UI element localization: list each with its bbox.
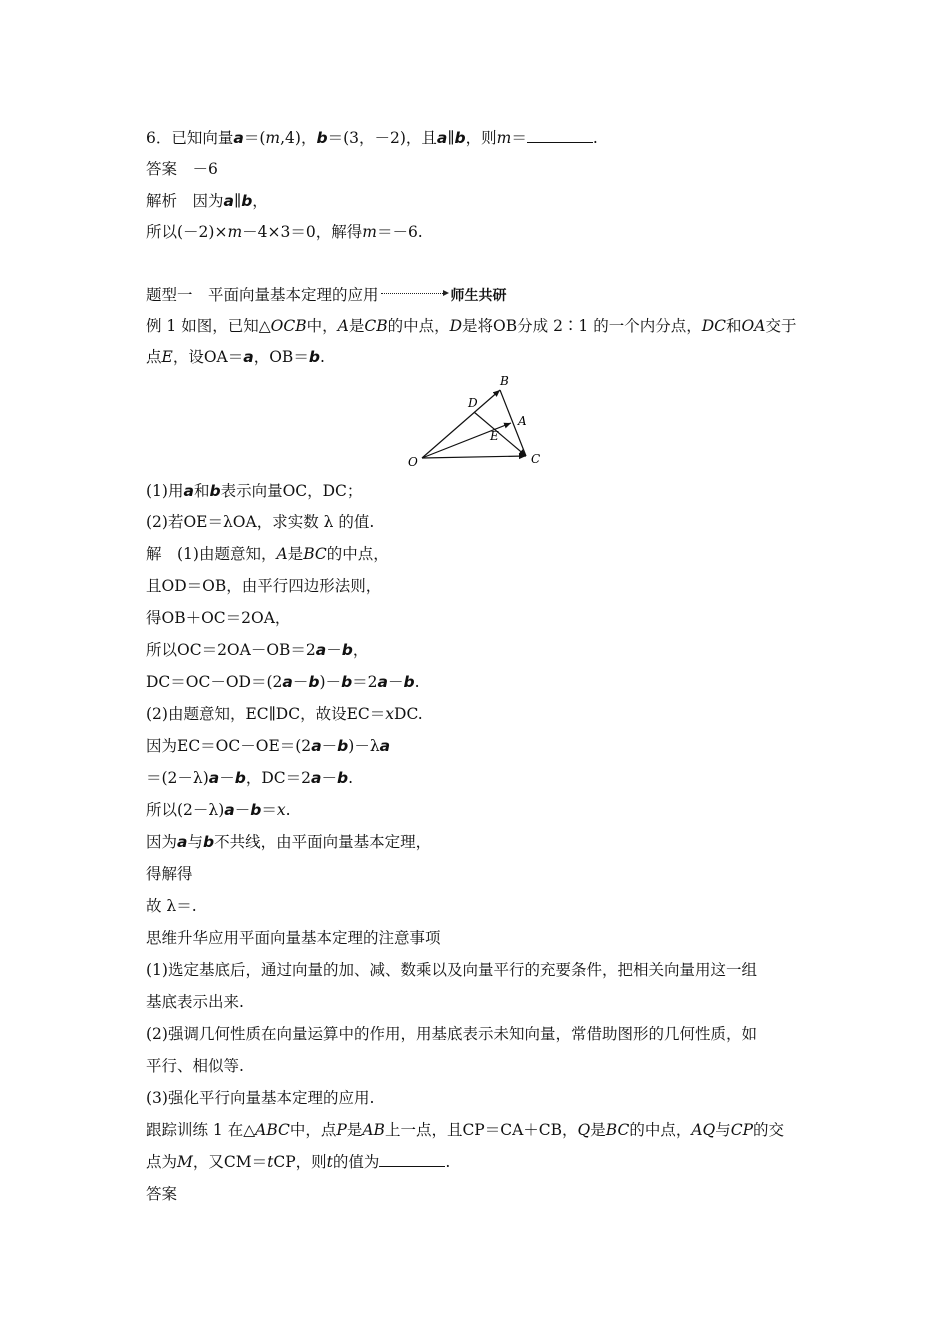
text: 得解得 [146, 865, 193, 883]
vector-b: b [308, 673, 320, 691]
var: AB [362, 1121, 385, 1139]
text: 的中点， [326, 545, 389, 563]
label-c: C [531, 452, 541, 466]
vector-b: b [241, 192, 253, 210]
text: DC＝OC－OD＝(2 [146, 673, 283, 691]
text: . [348, 769, 354, 787]
text: ＝－6. [376, 223, 423, 241]
label-a: A [518, 414, 527, 428]
text: ，则 [465, 129, 497, 147]
text: DC. [394, 705, 423, 723]
vector-b: b [341, 673, 353, 691]
solution-line2 [146, 576, 381, 596]
part2 [146, 512, 374, 532]
text: 解 (1)由题意知， [146, 545, 277, 563]
vector-a: a [315, 641, 327, 659]
insight-item1a [146, 960, 757, 980]
var: OA [741, 317, 766, 335]
label-d: D [468, 396, 478, 410]
dotted-arrow-line [381, 293, 443, 294]
text: ,4)， [280, 129, 317, 147]
vector-b: b [203, 833, 215, 851]
text: (1)用 [146, 482, 184, 500]
text: ，OB＝ [253, 348, 309, 366]
text: 基底表示出来. [146, 993, 244, 1011]
text: 因为 [146, 833, 178, 851]
text: ＝ [261, 801, 277, 819]
var-t: t [267, 1153, 274, 1171]
insight-item3 [146, 1088, 374, 1108]
text: ＝(2－λ) [146, 769, 209, 787]
text: 中， [306, 317, 338, 335]
analysis-label: 解析 [146, 192, 178, 210]
vector-b: b [234, 769, 246, 787]
text: 例 1 如图，已知△ [146, 317, 271, 335]
var: CP [730, 1121, 754, 1139]
vector-a: a [224, 801, 235, 819]
text: 跟踪训练 1 在△ [146, 1121, 256, 1139]
parallel-symbol: ∥ [234, 192, 242, 210]
text: － [292, 673, 309, 691]
text: 点为 [146, 1153, 178, 1171]
text: ＝2 [352, 673, 378, 691]
answer-label: 答案 [146, 160, 178, 178]
vector-a: a [223, 192, 235, 210]
var: DC [701, 317, 727, 335]
vector-b: b [341, 641, 353, 659]
text: . [592, 129, 598, 147]
text: 得OB＋OC＝2OA， [146, 609, 291, 627]
var: AQ [691, 1121, 716, 1139]
solution-line5 [146, 672, 420, 692]
var-m: m [265, 129, 281, 147]
text: 平行、相似等. [146, 1057, 244, 1075]
text: 所以OC＝2OA－OB＝2 [146, 641, 316, 659]
label-o: O [408, 455, 418, 469]
section-title: 题型一 平面向量基本定理的应用 [146, 286, 379, 304]
text: 不共线，由平面向量基本定理， [214, 833, 432, 851]
q6-stem [146, 128, 598, 148]
vector-b: b [250, 801, 262, 819]
vector-b: b [308, 348, 320, 366]
section-tag: 师生共研 [450, 288, 507, 304]
var: CB [364, 317, 388, 335]
text: ，设OA＝ [172, 348, 244, 366]
solution-line12 [146, 896, 197, 916]
text: － [234, 801, 251, 819]
text: 因为 [192, 192, 224, 210]
text: 6．已知向量 [146, 129, 234, 147]
text: 的中点， [629, 1121, 692, 1139]
tracking-line1 [146, 1120, 784, 1140]
text: . [445, 1153, 451, 1171]
label-b: B [500, 374, 509, 388]
text: 是 [590, 1121, 606, 1139]
text: 思维升华应用平面向量基本定理的注意事项 [146, 929, 441, 947]
var: A [276, 545, 288, 563]
text: ，又CM＝ [192, 1153, 268, 1171]
text: 与 [715, 1121, 731, 1139]
text: 中，点 [289, 1121, 337, 1139]
text: ＝( [243, 129, 266, 147]
vector-a: a [311, 769, 322, 787]
vector-b: b [316, 129, 328, 147]
var-m: m [496, 129, 512, 147]
text: . [414, 673, 420, 691]
answer-blank [527, 130, 593, 143]
text: . [319, 348, 325, 366]
var-m: m [227, 223, 243, 241]
text: (2)强调几何性质在向量运算中的作用，用基底表示未知向量，常借助图形的几何性质，如 [146, 1025, 757, 1043]
answer-value: －6 [192, 160, 218, 178]
text: 是 [348, 317, 365, 335]
solution-line3 [146, 608, 290, 628]
insight-item1b [146, 992, 244, 1012]
insight-title [146, 928, 441, 948]
var: BC [303, 545, 327, 563]
vector-b: b [337, 769, 349, 787]
text: 的交 [753, 1121, 785, 1139]
example1-line1 [146, 316, 796, 336]
text: － [388, 673, 404, 691]
text: ， [352, 641, 369, 659]
var: D [449, 317, 463, 335]
vector-b: b [209, 482, 221, 500]
solution-line9 [146, 800, 291, 820]
text: 点 [146, 348, 162, 366]
text: ＝(3，－2)，且 [327, 129, 437, 147]
vector-a: a [183, 482, 194, 500]
text: (1)选定基底后，通过向量的加、减、数乘以及向量平行的充要条件，把相关向量用这一组 [146, 961, 757, 979]
triangle-figure [400, 372, 560, 472]
vector-a: a [377, 673, 389, 691]
text: 因为EC＝OC－OE＝(2 [146, 737, 312, 755]
tracking-answer [146, 1184, 177, 1204]
solution-line10 [146, 832, 431, 852]
text: 且OD＝OB，由平行四边形法则， [146, 577, 382, 595]
text: 的值为 [332, 1153, 380, 1171]
section-header [146, 285, 507, 306]
part1 [146, 481, 362, 501]
text: ＝ [511, 129, 527, 147]
insight-item2b [146, 1056, 244, 1076]
var: Q [577, 1121, 591, 1139]
text: 是 [287, 545, 304, 563]
var: E [161, 348, 173, 366]
tracking-line2 [146, 1152, 450, 1172]
text: 交于 [765, 317, 797, 335]
q6-answer [146, 159, 218, 179]
solution-line6 [146, 704, 423, 724]
label-e: E [490, 429, 499, 443]
text: 和 [726, 317, 742, 335]
text: 与 [187, 833, 203, 851]
answer-blank [379, 1154, 445, 1167]
text: 上一点，且CP＝CA＋CB， [384, 1121, 578, 1139]
vector-b: b [337, 737, 349, 755]
text: 是 [346, 1121, 363, 1139]
text: － [326, 641, 342, 659]
q6-analysis-line2 [146, 222, 423, 242]
text: － [219, 769, 235, 787]
text: 所以(2－λ) [146, 801, 225, 819]
var: ABC [255, 1121, 290, 1139]
segment-oc [422, 456, 526, 458]
text: ， [252, 192, 268, 210]
answer-label: 答案 [146, 1185, 178, 1203]
example1-line2 [146, 347, 325, 367]
vector-a: a [311, 737, 322, 755]
text: (2)由题意知，EC∥DC，故设EC＝ [146, 705, 386, 723]
q6-analysis-line1 [146, 191, 268, 211]
text: (3)强化平行向量基本定理的应用. [146, 1089, 375, 1107]
var: OCB [270, 317, 307, 335]
text: ，DC＝2 [245, 769, 312, 787]
vector-b: b [454, 129, 466, 147]
text: －4×3＝0，解得 [242, 223, 363, 241]
vector-a: a [177, 833, 188, 851]
vector-a: a [233, 129, 244, 147]
text: )－λ [348, 737, 380, 755]
solution-line7 [146, 736, 390, 756]
vector-b: b [403, 673, 415, 691]
text: 是将OB分成 2∶1 的一个内分点， [462, 317, 702, 335]
text: － [321, 769, 338, 787]
var: P [336, 1121, 347, 1139]
text: . [285, 801, 291, 819]
vector-a: a [282, 673, 293, 691]
var: A [337, 317, 349, 335]
text: 的中点， [387, 317, 450, 335]
solution-line8 [146, 768, 353, 788]
text: CP，则 [273, 1153, 327, 1171]
text: 表示向量OC，DC； [220, 482, 363, 500]
var-t: t [326, 1153, 333, 1171]
arrow-icon [443, 290, 449, 296]
var: BC [605, 1121, 630, 1139]
var-x: x [385, 705, 395, 723]
vector-a: a [436, 129, 448, 147]
vector-a: a [243, 348, 254, 366]
text: 所以(－2)× [146, 223, 228, 241]
insight-item2a [146, 1024, 757, 1044]
vector-a: a [379, 737, 391, 755]
text: － [321, 737, 338, 755]
var-x: x [276, 801, 286, 819]
solution-line1 [146, 544, 389, 564]
solution-line4 [146, 640, 368, 660]
parallel-symbol: ∥ [447, 129, 455, 147]
vector-a: a [208, 769, 220, 787]
text: 故 λ＝. [146, 897, 197, 915]
var-m: m [362, 223, 377, 241]
text: )－ [319, 673, 342, 691]
text: (2)若OE＝λOA，求实数 λ 的值. [146, 513, 375, 531]
var: M [177, 1153, 193, 1171]
text: 和 [193, 482, 210, 500]
solution-line11 [146, 864, 193, 884]
